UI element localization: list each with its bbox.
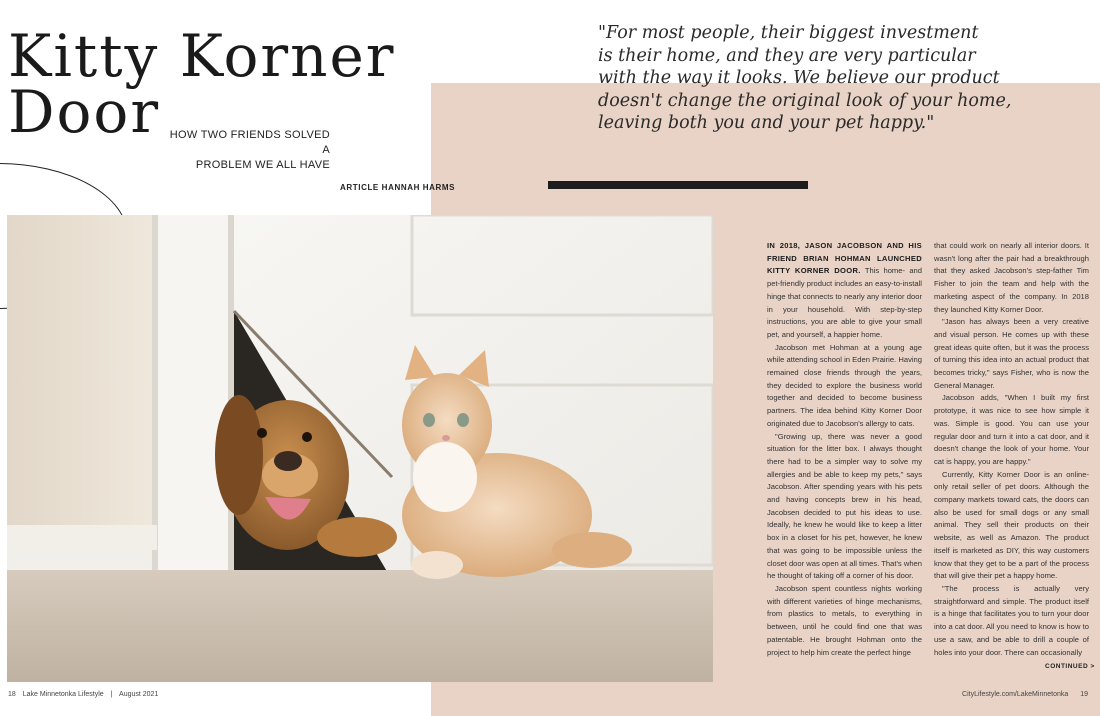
quote-line: is their home, and they are very particular (598, 45, 976, 66)
quote-line: with the way it looks. We believe our product (598, 68, 1000, 88)
article-byline: ARTICLE HANNAH HARMS (340, 183, 456, 192)
title-line: Kitty Korner (8, 22, 396, 90)
wall (7, 215, 157, 545)
paragraph: that could work on nearly all interior doors. It wasn't long after the pair had a breakthrough that they asked Jacobson's step-father Tim Fisher to join the team and help with the marketing aspect of the company. In 2018 they launched Kitty Korner Door. (934, 241, 1089, 314)
photo-illustration (7, 215, 713, 682)
paragraph: Jacobson spent countless nights working with different varieties of hinge mechanisms, from plastics to metals, to everything in between, until he could find one that was patentable. He brought Hohman onto the project to help him create the perfect hinge (767, 583, 922, 657)
paragraph (767, 240, 922, 342)
paragraph: "Jason has always been a very creative and visual person. He comes up with these great ideas quite often, but it was the process of turning this idea into an actual product that becomes tricky," says Fisher, who is now the General Manager. (934, 317, 1089, 390)
paragraph: "The process is actually very straightforward and simple. The product itself is a hinge that facilitates you to turn your door into a cat door. All you need to know is how to use a saw, and be able to drill a couple of holes into your door. There can occasionally (934, 583, 1089, 657)
paragraph-text: This home- and pet-friendly product includes an easy-to-install hinge that connects to nearly any interior door in your household. With step-by-step instructions, you are able to give your small pet, and yourself, a happier home. (767, 266, 923, 339)
footer-left (8, 691, 163, 698)
title-line: Door (8, 78, 161, 146)
article-subtitle (168, 128, 330, 173)
article-column-1 (767, 240, 922, 659)
subtitle-line: HOW TWO FRIENDS SOLVED A (169, 129, 330, 156)
paragraph: Jacobson adds, "When I built my first prototype, it was nice to see how simple it was. Simple is good. You can use your regular door and turn it into a cat door, and it doesn't change the look of your home. Your cat is happy, you are happy." (934, 393, 1089, 466)
website-url[interactable]: CityLifestyle.com/LakeMinnetonka (962, 691, 1069, 698)
issue-date: August 2021 (119, 691, 159, 698)
carpet (7, 570, 713, 682)
door-frame (152, 215, 234, 580)
page-number: 19 (1080, 691, 1088, 698)
dog-and-kitten-photo (7, 215, 713, 682)
subtitle-line: PROBLEM WE ALL HAVE (195, 159, 330, 171)
quote-divider-bar (548, 181, 808, 189)
publication-name: Lake Minnetonka Lifestyle (22, 691, 104, 698)
paragraph: Jacobson met Hohman at a young age while attending school in Eden Prairie. Having remained close friends through the years, they decided to explore the business world together and decided to become business partners. The idea behind Kitty Korner Door originated due to Jacobson's allergy to cats. (767, 342, 922, 428)
pull-quote (598, 22, 1012, 135)
paragraph: Currently, Kitty Korner Door is an online-only retail seller of pet doors. Although the company markets toward cats, the doors can also be used for small dogs or any small animal. They sell their products on their website, as well as Amazon. The product itself is marketed as DIY, this way customers know that they get to be a part of the process that will give their pet a happy home. (934, 469, 1089, 581)
continued-link[interactable]: CONTINUED > (1045, 663, 1095, 670)
footer-separator: | (110, 691, 113, 698)
quote-line: leaving both you and your pet happy." (598, 113, 935, 133)
paragraph: "Growing up, there was never a good situation for the litter box. I always thought there had to be a simpler way to solve my allergies and be able to keep my pets," says Jacobson. After spending years with his pets and having concepts brew in his head, Jacobsen decided to put his ideas to use. Ideally, he knew he would like to keep a litter box in a closet for his pet, however, he knew that was going to be impossible unless the closet door was open at all times. That's when he thought of taking off a corner of his door. (767, 431, 922, 581)
article-column-2 (934, 240, 1089, 659)
quote-line: "For most people, their biggest investment (598, 23, 979, 43)
page-number: 18 (8, 691, 16, 698)
footer-right (952, 691, 1088, 698)
quote-line: doesn't change the original look of your home, (598, 90, 1012, 111)
lead-in: IN 2018, JASON JACOBSON AND HIS FRIEND BRIAN HOHMAN LAUNCHED KITTY KORNER DOOR. (767, 241, 922, 276)
